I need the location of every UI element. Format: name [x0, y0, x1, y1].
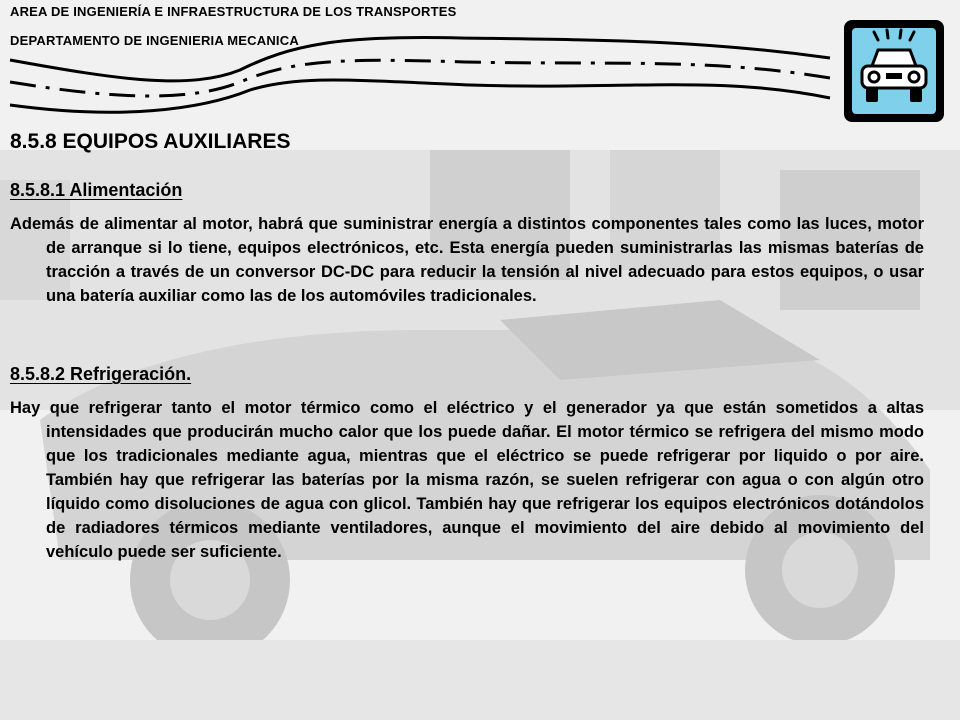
- paragraph-refrigeracion: Hay que refrigerar tanto el motor térmico como el eléctrico y el generador ya que están sometidos a altas intensidades que producirán mucho calor que los puede dañar. El motor térmico se refrigera del mismo modo que los tradicionales mediante agua, mientras que el eléctrico se puede refrigerar por liquido o por aire. También hay que refrigerar las baterías por la misma razón, se suelen refrigerar con agua o con algún otro líquido como disoluciones de agua con glicol. También hay que refrigerar los equipos electrónicos dotándolos de radiadores térmicos mediante ventiladores, aunque el movimiento del aire debido al movimiento del vehículo puede ser suficiente.: [10, 399, 924, 561]
- subsection-heading-refrigeracion: 8.5.8.2 Refrigeración.: [10, 364, 192, 384]
- car-icon: [842, 18, 946, 124]
- section-title: 8.5.8 EQUIPOS AUXILIARES: [10, 130, 291, 153]
- road-banner: [0, 30, 840, 120]
- paragraph-alimentacion: Además de alimentar al motor, habrá que suministrar energía a distintos componentes tales como las luces, motor de arranque si lo tiene, equipos electrónicos, etc. Esta energía pueden suministrarlas las mismas baterías de tracción a través de un conversor DC-DC para reducir la tensión al nivel adecuado para estos equipos, o usar una batería auxiliar como las de los automóviles tradicionales.: [10, 215, 924, 305]
- header-department-area: AREA DE INGENIERÍA E INFRAESTRUCTURA DE LOS TRANSPORTES: [10, 4, 457, 19]
- subsection-heading-alimentacion: 8.5.8.1 Alimentación: [10, 180, 183, 200]
- header-department-name: DEPARTAMENTO DE INGENIERIA MECANICA: [10, 33, 299, 48]
